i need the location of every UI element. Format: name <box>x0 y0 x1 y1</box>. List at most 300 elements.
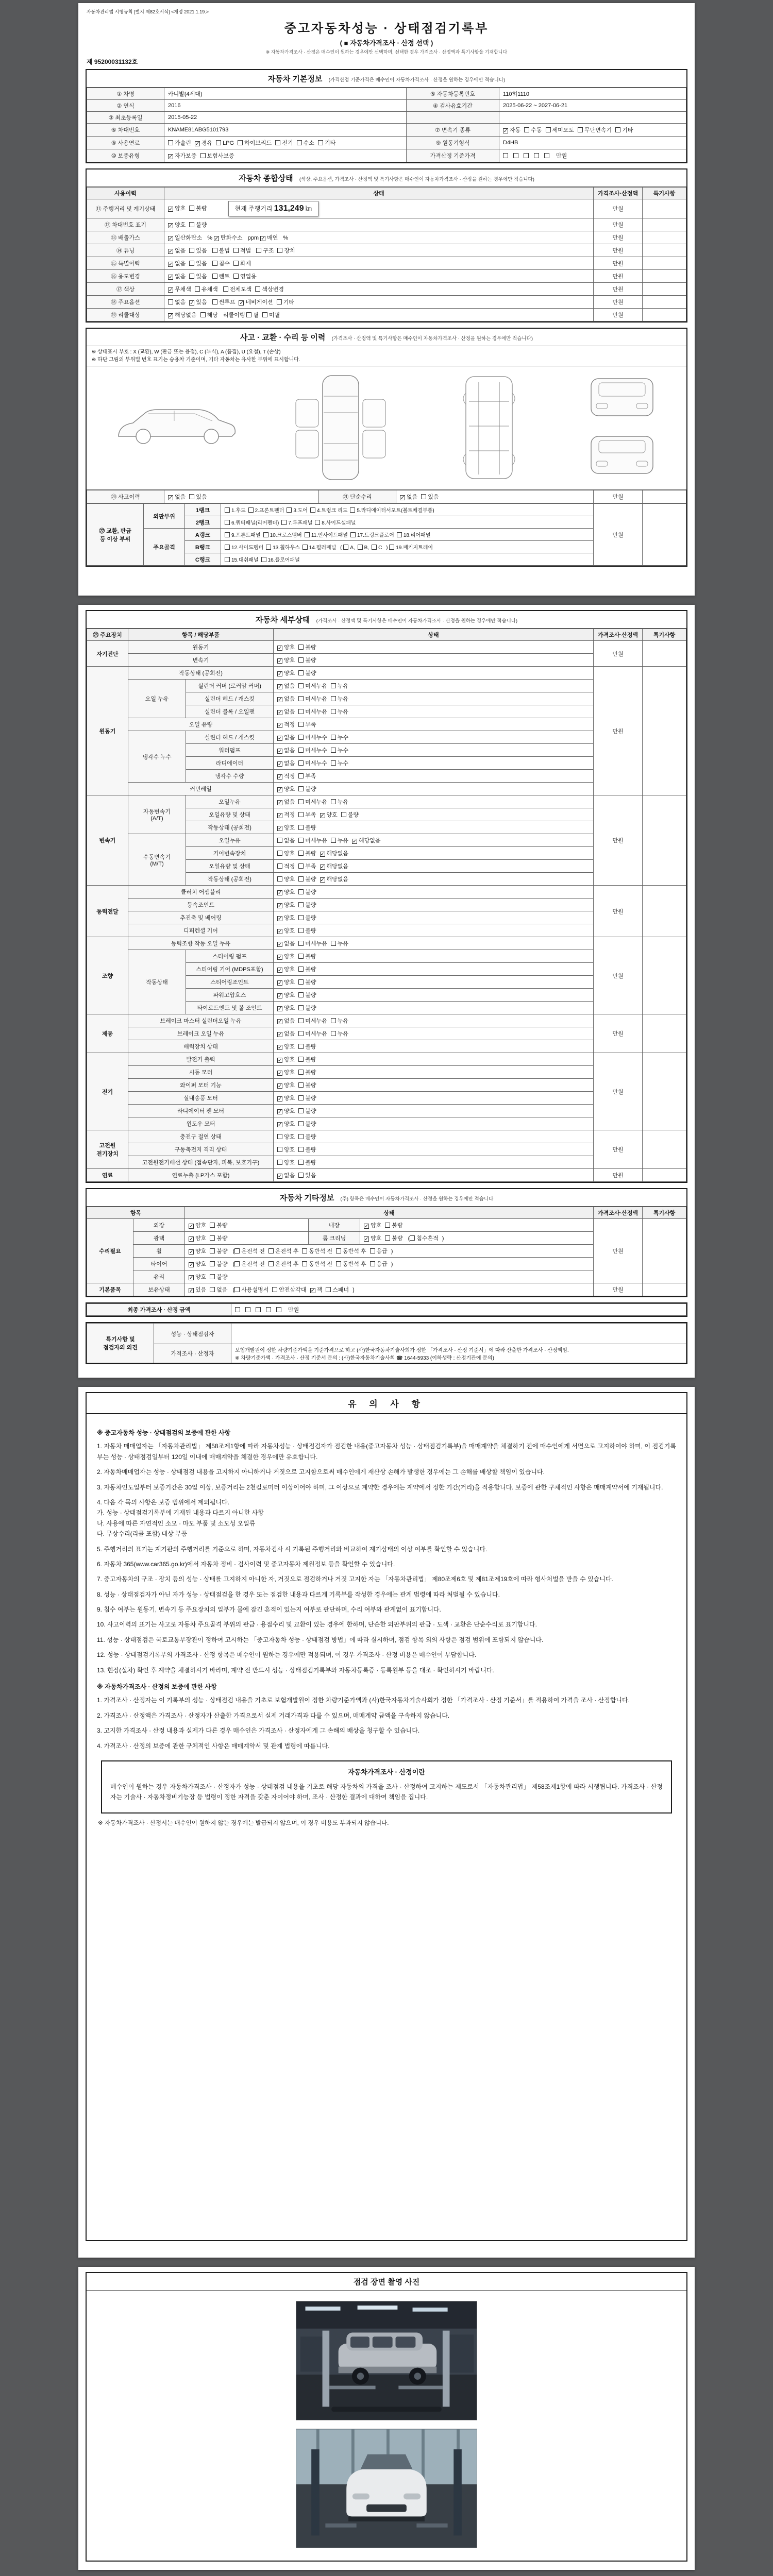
detail-condition-table <box>87 629 686 1182</box>
checkbox: 미세누유 <box>298 1016 327 1025</box>
photos-header <box>87 2273 686 2291</box>
checkbox-checked: ✓ 있음 <box>189 1287 207 1294</box>
checkbox: 불량 <box>298 1158 316 1166</box>
notice-item: 7. 중고자동차의 구조 · 장치 등의 성능 · 상태를 고지하지 아니한 자, 거짓으로 점검하거나 거짓 고지한 자는 「자동차관리법」 제80조제6호 및 제81조제19호에 따라 형사처벌을 받을 수 있습니다. <box>97 1575 613 1583</box>
checkbox: 하이브리드 <box>238 139 272 147</box>
diagram-exploded-top-view-icon <box>287 372 395 483</box>
cell: ⑪ 주행거리 및 계기상태 <box>87 199 164 218</box>
section-overall-condition <box>86 168 687 323</box>
cell: 만원 <box>594 886 643 937</box>
checkbox: 4.트렁크 리드 <box>310 506 347 514</box>
odometer-status <box>164 199 594 218</box>
checkbox: C <box>372 545 382 551</box>
cell <box>274 1040 594 1053</box>
cell <box>274 1156 594 1169</box>
rankC-items <box>221 553 594 566</box>
checkbox: 5.라디에이터서포트(볼트체결부품) <box>350 506 434 514</box>
cell: 배력장치 상태 <box>128 1040 274 1053</box>
checkbox-checked: ✓ 없음 <box>278 709 295 716</box>
checkbox: 전체도색 <box>223 285 252 293</box>
page-1 <box>78 3 695 596</box>
checkbox-checked: ✓ 무채색 <box>169 286 191 293</box>
vin: KNAME81ABG5101793 <box>164 124 407 137</box>
checkbox-checked: ✓ 양호 <box>278 928 295 935</box>
checkbox: 색상변경 <box>255 285 284 293</box>
checkbox: 9.프론트패널 <box>225 531 261 538</box>
cell <box>274 834 594 847</box>
checkbox: 적법 <box>233 246 251 255</box>
cell: 작동상태 (공회전) <box>186 873 274 886</box>
checkbox: 기타 <box>318 139 335 147</box>
checkbox: B, <box>358 545 369 551</box>
checkbox: 누유 <box>331 836 348 844</box>
checkbox-checked: ✓ 양호 <box>278 645 295 651</box>
cell: 1랭크 <box>185 504 221 516</box>
checkbox: 8.사이드실패널 <box>315 518 356 526</box>
section-overall-title: 자동차 종합상태 <box>239 174 293 183</box>
photo-van-on-lift <box>296 2301 477 2420</box>
checkbox: 불법 <box>212 246 230 255</box>
cell: 만원 <box>594 1014 643 1053</box>
cell: ⑰ 색상 <box>87 283 164 296</box>
checkbox: 불량 <box>341 810 359 819</box>
color-status <box>164 283 594 296</box>
cell: 기어변속장치 <box>186 847 274 860</box>
checkbox: 불량 <box>298 1132 316 1141</box>
cell <box>274 667 594 680</box>
cell: 실내송풍 모터 <box>128 1092 274 1105</box>
cell: 실린더 블록 / 오일팬 <box>186 705 274 718</box>
checkbox: 불량 <box>298 1120 316 1128</box>
cell: ② 연식 <box>87 100 164 112</box>
cell <box>274 1130 594 1143</box>
cell <box>274 692 594 705</box>
checkbox: 응급 <box>370 1260 388 1268</box>
cell <box>274 641 594 654</box>
checkbox: 세미오토 <box>546 126 575 134</box>
checkbox: 불량 <box>298 1055 316 1063</box>
odometer-readout: 현재 주행거리 131,249 ㎞ <box>228 201 318 216</box>
checkbox: 유채색 <box>195 285 218 293</box>
cell <box>643 270 686 283</box>
cell: 오일 누유 <box>128 680 186 718</box>
checkbox: 14.필러패널 <box>303 543 337 551</box>
checkbox: 미세누유 <box>298 707 327 716</box>
notice-item: 12. 성능 · 상태점검기록부의 가격조사 · 산정 항목은 매수인이 원하는 경우에만 적용되며, 이 경우 가격조사 · 산정 비용은 매수인이 부담합니다. <box>97 1651 477 1659</box>
emission-status: ✓ 일산화탄소 % ✓ 탄화수소 ppm ✓ 매연 % <box>164 231 594 244</box>
cell <box>274 924 594 937</box>
checkbox: 장치 <box>277 246 295 255</box>
cell: 만원 <box>594 1130 643 1169</box>
cell <box>643 309 686 321</box>
accident-legend-codes: ※ 상태표시 부호 : X (교환), W (판금 또는 용접), C (부식), A (흠집), U (요철), T (손상) <box>92 349 281 355</box>
checkbox: 기타 <box>277 298 294 306</box>
inspection-valid-period: 2025-06-22 ~ 2027-06-21 <box>499 100 686 112</box>
cell: 만원 <box>594 199 643 218</box>
checkbox: 13.휠하우스 <box>266 543 300 551</box>
section-etc-header <box>87 1189 686 1207</box>
cell: 자동변속기 (A/T) <box>128 795 186 834</box>
checkbox-checked: ✓ 양호 <box>364 1235 382 1242</box>
checkbox: 구조 <box>256 246 274 255</box>
cell <box>643 244 686 257</box>
cell <box>274 937 594 950</box>
section-detail-title: 자동차 세부상태 <box>255 616 310 624</box>
notice-item: 1. 자동차 매매업자는 「자동차관리법」 제58조제1항에 따라 자동차성능 · 상태점검자가 점검한 내용(중고자동차 성능 · 상태점검기록부)을 매매계약을 체결하기 전에 매수인에게 서면으로 고지하여야 하며, 이 점검기록부는 성능 · 상태점검일부터 120일 이내에 매매계약을 체결한 경우에만 유효합니다. <box>97 1443 676 1461</box>
cell <box>643 1130 686 1169</box>
section-opinions <box>86 1322 687 1364</box>
cell: 2랭크 <box>185 516 221 529</box>
cell: 가격조사·산정액 <box>594 1207 643 1219</box>
cell <box>274 911 594 924</box>
rankB-items: 12.사이드멤버 13.휠하우스 14.필러패널 ( A, B, C ) 19.패키지트레이 <box>221 541 594 553</box>
cell: ㉑ 단순수리 <box>319 490 396 503</box>
cell: ⑨ 원동기형식 <box>407 137 499 149</box>
inspector-opinion <box>231 1324 686 1344</box>
checkbox: 불량 <box>189 204 207 212</box>
checkbox-checked: ✓ 없음 <box>169 494 186 501</box>
cell <box>643 1283 686 1296</box>
cell: 와이퍼 모터 기능 <box>128 1079 274 1092</box>
cell: 수리필요 <box>87 1219 133 1283</box>
tuning-status <box>164 244 594 257</box>
checkbox: 불량 <box>298 656 316 664</box>
cell <box>274 757 594 770</box>
cell: 라디에이터 <box>186 757 274 770</box>
checkbox: 11.인사이드패널 <box>305 531 348 538</box>
notice-item: 3. 고지한 가격조사 · 산정 내용과 실제가 다른 경우 매수인은 가격조사 · 산정자에게 그 손해의 배상을 청구할 수 있습니다. <box>97 1727 420 1735</box>
checkbox: 불량 <box>298 849 316 857</box>
checkbox: 누유 <box>331 1016 348 1025</box>
checkbox: 가솔린 <box>168 139 191 147</box>
checkbox-checked: ✓ 해당없음 <box>352 838 381 844</box>
checkbox: 12.사이드멤버 <box>225 543 263 551</box>
checkbox-checked: ✓ 없음 <box>278 683 295 690</box>
section-overall-note: (색상, 주요옵션, 가격조사 · 산정액 및 특기사항은 매수인이 자동차가격조사 · 산정을 원하는 경우에만 적습니다) <box>299 177 534 182</box>
checkbox-checked: ✓ 자동 <box>503 127 521 134</box>
vehicle-name: 카니발(4세대) <box>164 88 407 100</box>
plate-number: 110허1110 <box>499 88 686 100</box>
opinions-table <box>87 1323 686 1363</box>
checkbox: 사용설명서 <box>234 1285 268 1294</box>
cell: 만원 <box>594 1169 643 1182</box>
cell <box>274 680 594 692</box>
notice-body <box>87 1414 686 1836</box>
checkbox-checked: ✓ 양호 <box>189 1235 207 1242</box>
checkbox: 전기 <box>275 139 293 147</box>
diagram-underbody-frame-icon <box>440 372 538 483</box>
checkbox: 영업용 <box>233 272 257 280</box>
cell: 발전기 출력 <box>128 1053 274 1066</box>
checkbox-checked: ✓ 양호 <box>278 992 295 999</box>
diagram-side-view-icon <box>112 403 241 453</box>
checkbox-checked: ✓ 적정 <box>278 812 295 819</box>
cell: ③ 최초등록일 <box>87 112 164 124</box>
cell <box>643 795 686 886</box>
overall-condition-table <box>87 187 686 321</box>
cell: ⑥ 차대번호 <box>87 124 164 137</box>
checkbox-checked: ✓ 없음 <box>278 1173 295 1179</box>
checkbox: 미세누수 <box>298 733 327 741</box>
cell <box>185 1270 594 1283</box>
cell <box>274 1014 594 1027</box>
checkbox: A, <box>343 545 355 551</box>
checkbox-checked: ✓ 양호 <box>189 1223 207 1229</box>
accident-history-table <box>87 490 686 503</box>
cell <box>274 783 594 795</box>
cell <box>643 218 686 231</box>
cell: B랭크 <box>185 541 221 553</box>
checkbox <box>256 1307 262 1313</box>
cell: 브레이크 마스터 실린더오일 누유 <box>128 1014 274 1027</box>
checkbox-checked: ✓ 양호 <box>278 1095 295 1102</box>
cell: 룸 크리닝 <box>309 1232 360 1245</box>
base-price: 만원 <box>499 149 686 162</box>
cell: 구동축전지 격리 상태 <box>128 1143 274 1156</box>
photos-section <box>86 2272 687 2562</box>
notice-foot: ※ 자동차가격조사 · 산정서는 매수인이 원하지 않는 경우에는 발급되지 않으며, 이 경우 비용도 부과되지 않습니다. <box>98 1820 389 1826</box>
cell: 타이로드엔드 및 볼 조인트 <box>186 1002 274 1014</box>
checkbox: 있음 <box>189 259 207 267</box>
usage-change-status <box>164 270 594 283</box>
checkbox-checked: ✓ 양호 <box>278 954 295 960</box>
cell: 전기 <box>87 1053 128 1130</box>
cell: 냉각수 누수 <box>128 731 186 783</box>
checkbox: 불량 <box>298 1094 316 1102</box>
cell: 연료누출 (LP가스 포함) <box>128 1169 274 1182</box>
basic-info-table <box>87 88 686 162</box>
checkbox-checked: ✓ 잭 <box>310 1287 323 1294</box>
checkbox: 7.루프패널 <box>281 518 312 526</box>
checkbox: 16.플로어패널 <box>261 555 300 563</box>
options-status <box>164 296 594 309</box>
cell <box>274 1053 594 1066</box>
cell <box>499 112 686 124</box>
checkbox: 양호 <box>277 1132 295 1141</box>
checkbox: 없음 <box>168 298 186 306</box>
checkbox: 불량 <box>298 1107 316 1115</box>
checkbox: 19.패키지트레이 <box>389 543 433 551</box>
checkbox: 불량 <box>298 991 316 999</box>
checkbox-checked: ✓ 양호 <box>278 657 295 664</box>
section-detail-condition <box>86 610 687 1183</box>
checkbox: 불량 <box>298 875 316 883</box>
cell: 특기사항 <box>643 629 686 641</box>
section-overall-header <box>87 170 686 187</box>
checkbox: 누수 <box>331 733 348 741</box>
checkbox <box>524 153 530 159</box>
cell <box>274 873 594 886</box>
cell: 만원 <box>594 667 643 795</box>
cell: 내장 <box>309 1219 360 1232</box>
checkbox: 15.대쉬패널 <box>225 555 259 563</box>
cell <box>274 1002 594 1014</box>
cell: ⑳ 사고이력 <box>87 490 164 503</box>
price-definition-title: 자동차가격조사 · 산정이란 <box>348 1768 425 1776</box>
cell <box>643 1014 686 1053</box>
checkbox-checked: ✓ 자가보증 <box>169 153 197 160</box>
cell: 변속기 <box>128 654 274 667</box>
cell: 유리 <box>133 1270 185 1283</box>
transmission-type <box>499 124 686 137</box>
checkbox-checked: ✓ 있음 <box>190 299 207 306</box>
appraiser-opinion: 보험개발원이 정한 차량기준가액을 기준가격으로 하고 (사)한국자동차기술사회가 정한 「가격조사 · 산정 기준서」에 따라 산출한 가격조사 · 산정액임. ※ 차량기준가액 · 가격조사 · 산정 기준서 문의 : (사)한국자동차기술사회 ☎ 1644-5933 (이하생략 : 산정기관에 문의) <box>231 1344 686 1363</box>
cell: 만원 <box>594 795 643 886</box>
fuel-type <box>164 137 407 149</box>
checkbox-checked: ✓ 양호 <box>278 786 295 793</box>
checkbox-checked: ✓ 없음 <box>278 799 295 806</box>
cell: 작동상태 (공회전) <box>128 667 274 680</box>
checkbox: 불량 <box>298 1145 316 1154</box>
checkbox-checked: ✓ 해당없음 <box>320 876 349 883</box>
checkbox: 침수 <box>212 259 230 267</box>
checkbox-checked: ✓ 적정 <box>278 773 295 780</box>
cell: 등속조인트 <box>128 899 274 911</box>
cell: 윈도우 모터 <box>128 1117 274 1130</box>
cell <box>643 199 686 218</box>
checkbox: 있음 <box>298 1171 316 1179</box>
cell: 가격산정 기준가격 <box>407 149 499 162</box>
checkbox <box>266 1307 273 1313</box>
diagram-front-rear-view-icon <box>583 372 661 483</box>
cell: 스티어링 기어 (MDPS포함) <box>186 963 274 976</box>
cell: 충전구 절연 상태 <box>128 1130 274 1143</box>
cell: 만원 <box>594 1219 643 1283</box>
cell: 오일누유 <box>186 795 274 808</box>
cell: 특기사항 <box>643 1207 686 1219</box>
cell: 휠 <box>133 1245 185 1258</box>
checkbox-checked: ✓ 양호 <box>278 1057 295 1063</box>
cell <box>274 899 594 911</box>
checkbox: 스패너 <box>326 1285 349 1294</box>
checkbox: 불량 <box>385 1234 402 1242</box>
cell: 클러치 어셈블리 <box>128 886 274 899</box>
cell: 사용이력 <box>87 188 164 199</box>
checkbox: 불량 <box>298 913 316 922</box>
cell <box>643 1219 686 1283</box>
cell: 항목 <box>87 1207 185 1219</box>
accident-legend <box>87 346 686 366</box>
checkbox: 불량 <box>189 221 207 229</box>
checkbox: 운전석 후 <box>268 1247 299 1255</box>
cell: 동력전달 <box>87 886 128 937</box>
cell: 만원 <box>594 641 643 667</box>
checkbox: 3.도어 <box>287 506 308 514</box>
cell: ✓ 양호 불량 ( 운전석 전 운전석 후 동반석 전 동반석 후 응급 ) <box>185 1245 594 1258</box>
checkbox-checked: ✓ 해당없음 <box>320 863 349 870</box>
checkbox: 응급 <box>370 1247 388 1255</box>
cell: ⑤ 자동차등록번호 <box>407 88 499 100</box>
checkbox: 누유 <box>331 694 348 703</box>
checkbox: 양호 <box>277 1158 295 1166</box>
cell <box>643 490 686 503</box>
cell: ⑬ 배출가스 <box>87 231 164 244</box>
cell <box>643 667 686 795</box>
cell: 추진축 및 베어링 <box>128 911 274 924</box>
checkbox-checked: ✓ 매연 <box>261 235 278 242</box>
cell: 가격조사·산정액 <box>594 188 643 199</box>
checkbox: 렌트 <box>212 272 230 280</box>
cell: ⑯ 용도변경 <box>87 270 164 283</box>
cell: 라디에이터 팬 모터 <box>128 1105 274 1117</box>
checkbox-checked: ✓ 양호 <box>278 1005 295 1012</box>
cell: 만원 <box>594 1053 643 1130</box>
checkbox: 썬루프 <box>212 298 236 306</box>
cell <box>274 808 594 821</box>
cell <box>274 1117 594 1130</box>
etc-info-table <box>87 1207 686 1296</box>
cell: 가격조사·산정액 <box>594 629 643 641</box>
cell: 특기사항 및 점검자의 의견 <box>87 1324 154 1363</box>
checkbox-checked: ✓ 경유 <box>195 140 213 147</box>
cell <box>643 641 686 667</box>
cell <box>274 1027 594 1040</box>
checkbox: 필 <box>246 311 259 319</box>
notice-item: 6. 자동차 365(www.car365.go.kr)에서 자동차 정비 · 검사이력 및 중고자동차 제원정보 등을 확인할 수 있습니다. <box>97 1560 395 1568</box>
recall-status: ✓ 해당없음 해당 리콜이행 필 미필 <box>164 309 594 321</box>
first-registration-date: 2015-05-22 <box>164 112 407 124</box>
checkbox: 미세누수 <box>298 746 327 754</box>
cell: 조향 <box>87 937 128 1014</box>
engine-type: D4HB <box>499 137 686 149</box>
checkbox: 수동 <box>524 126 542 134</box>
notice-item: 10. 사고이력의 표기는 사고로 자동차 주요골격 부위의 판금 · 용접수리 및 교환이 있는 경우에 한하며, 단순한 외판부위의 판금 · 도색 · 교환은 단순수리로 표기합니다. <box>97 1621 537 1629</box>
cell: 브레이크 오일 누유 <box>128 1027 274 1040</box>
cell: 커먼레일 <box>128 783 274 795</box>
checkbox: 부족 <box>298 810 316 819</box>
checkbox: 미세누유 <box>298 694 327 703</box>
checkbox: 미세누유 <box>298 939 327 947</box>
exchange-rank-table <box>87 503 686 566</box>
cell: 스티어링조인트 <box>186 976 274 989</box>
checkbox: 6.쿼터패널(리어펜더) <box>225 518 279 526</box>
cell <box>274 847 594 860</box>
cell: ⑫ 차대번호 표기 <box>87 218 164 231</box>
notice-item: 3. 자동차인도일부터 보증기간은 30일 이상, 보증거리는 2천킬로미터 이상이어야 하며, 그 이상으로 계약한 경우에는 계약에서 정한 기간(거리)을 적용합니다. 보증에 관한 구체적인 사항은 매매계약서에 기재됩니다. <box>97 1483 663 1491</box>
cell: 상태 <box>185 1207 594 1219</box>
cell: 만원 <box>594 1283 643 1296</box>
checkbox-checked: ✓ 없음 <box>278 748 295 754</box>
cell <box>274 718 594 731</box>
checkbox: 불량 <box>298 901 316 909</box>
checkbox: 누유 <box>331 798 348 806</box>
cell: 연료 <box>87 1169 128 1182</box>
notice-item: 1. 가격조사 · 산정자는 이 기록부의 성능 · 상태점검 내용을 기초로 보험개발원이 정한 차량기준가액과 (사)한국자동차기술사회가 정한 「가격조사 · 산정 기준서」를 적용하여 가격을 조사 · 산정합니다. <box>97 1697 630 1704</box>
checkbox: 무단변속기 <box>578 126 612 134</box>
cell <box>643 257 686 270</box>
cell <box>274 821 594 834</box>
cell: 시동 모터 <box>128 1066 274 1079</box>
cell: 만원 <box>594 504 643 566</box>
simple-repair <box>396 490 594 503</box>
checkbox: 적정 <box>277 862 295 870</box>
checkbox: 기타 <box>615 126 633 134</box>
checkbox: 누유 <box>331 682 348 690</box>
cell: 워터펌프 <box>186 744 274 757</box>
checkbox <box>544 153 551 159</box>
checkbox: 없음 <box>277 836 295 844</box>
cell <box>643 296 686 309</box>
cell <box>274 705 594 718</box>
checkbox-checked: ✓ 없음 <box>278 1018 295 1025</box>
cell <box>274 963 594 976</box>
cell: 제동 <box>87 1014 128 1053</box>
cell: 실린더 커버 (로커암 커버) <box>186 680 274 692</box>
checkbox: 1.후드 <box>225 506 246 514</box>
checkbox: 불량 <box>210 1221 227 1229</box>
checkbox-checked: ✓ 없음 <box>169 248 186 255</box>
cell: 만원 <box>594 490 643 503</box>
